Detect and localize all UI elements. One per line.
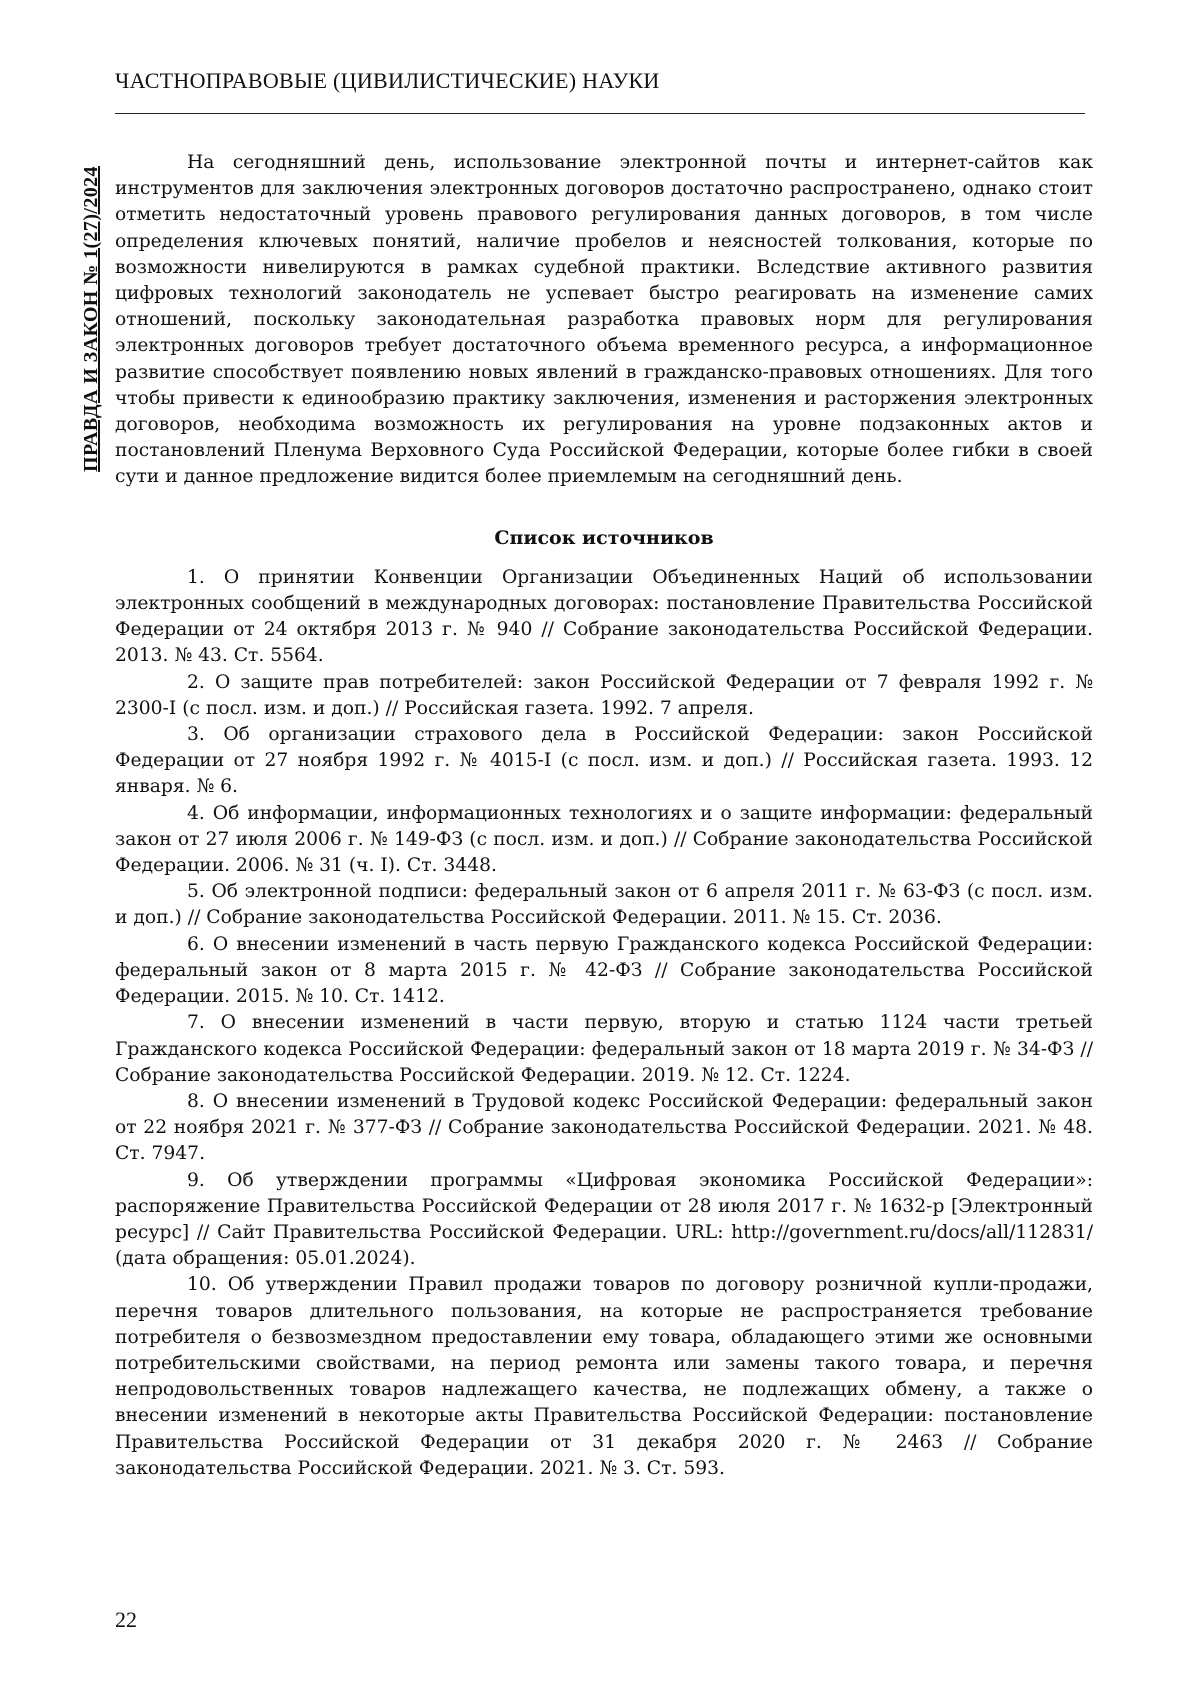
source-item: 8. О внесении изменений в Трудовой кодекс Российской Федерации: федеральный закон от 22 ноября 2021 г. № 377-ФЗ // Собрание законодательства Российской Федерации. 2021. № 48. Ст. 7947. bbox=[115, 1090, 1093, 1165]
source-item: 4. Об информации, информационных технологиях и о защите информации: федеральный закон от 27 июля 2006 г. № 149-ФЗ (с посл. изм. и доп.) // Собрание законодательства Российской Федерации. 2006. № 31 (ч. I). Ст. 3448. bbox=[115, 802, 1093, 877]
source-item: 2. О защите прав потребителей: закон Российской Федерации от 7 февраля 1992 г. № 2300-I (с посл. изм. и доп.) // Российская газета. 1992. 7 апреля. bbox=[115, 671, 1093, 719]
source-item: 1. О принятии Конвенции Организации Объединенных Наций об использовании электронных сообщений в международных договорах: постановление Правительства Российской Федерации от 24 октября 2013 г. № 940 // Собрание законодательства Российской Федерации. 2013. № 43. Ст. 5564. bbox=[115, 566, 1093, 667]
source-item: 9. Об утверждении программы «Цифровая экономика Российской Федерации»: распоряжение Правительства Российской Федерации от 28 июля 2017 г. № 1632-р [Электронный ресурс] // Сайт Правительства Российской Федерации. URL: http://government.ru/docs/all/112831/ (дата обращения: 05.01.2024). bbox=[115, 1169, 1093, 1270]
source-item: 3. Об организации страхового дела в Российской Федерации: закон Российской Федерации от 27 ноября 1992 г. № 4015-I (с посл. изм. и доп.) // Российская газета. 1993. 12 января. № 6. bbox=[115, 724, 1093, 798]
page-number: 22 bbox=[115, 1607, 137, 1632]
source-item: 7. О внесении изменений в части первую, вторую и статью 1124 части третьей Гражданского кодекса Российской Федерации: федеральный закон от 18 марта 2019 г. № 34-ФЗ // Собрание законодательства Российской Федерации. 2019. № 12. Ст. 1224. bbox=[115, 1012, 1093, 1086]
article-content bbox=[115, 150, 1093, 1482]
source-item: 10. Об утверждении Правил продажи товаров по договору розничной купли-продажи, перечня товаров длительного пользования, на которые не распространяется требование потребителя о безвозмездном предоставлении ему товара, обладающего этими же основными потребительскими свойствами, на период ремонта или замены такого товара, и перечня непродовольственных товаров надлежащего качества, не подлежащих обмену, а также о внесении изменений в некоторые акты Правительства Российской Федерации: постановление Правительства Российской Федерации от 31 декабря 2020 г. № 2463 // Собрание законодательства Российской Федерации. 2021. № 3. Ст. 593. bbox=[115, 1274, 1093, 1479]
body-paragraph: На сегодняшний день, использование электронной почты и интернет-сайтов как инструментов для заключения электронных договоров достаточно распространено, однако стоит отметить недостаточный уровень правового регулирования данных договоров, в том числе определения ключевых понятий, наличие пробелов и неясностей толкования, которые по возможности нивелируются в рамках судебной практики. Вследствие активного развития цифровых технологий законодатель не успевает быстро реагировать на изменение самих отношений, поскольку законодательная разработка правовых норм для регулирования электронных договоров требует достаточного объема временного ресурса, а информационное развитие способствует появлению новых явлений в гражданско-правовых отношениях. Для того чтобы привести к единообразию практику заключения, изменения и расторжения электронных договоров, необходима возможность их регулирования на уровне подзаконных актов и постановлений Пленума Верховного Суда Российской Федерации, которые более гибки в своей сути и данное предложение видится более приемлемым на сегодняшний день. bbox=[115, 152, 1093, 488]
header-divider bbox=[115, 113, 1085, 114]
source-item: 5. Об электронной подписи: федеральный закон от 6 апреля 2011 г. № 63-ФЗ (с посл. изм. и доп.) // Собрание законодательства Российской Федерации. 2011. № 15. Ст. 2036. bbox=[115, 881, 1093, 929]
sources-list bbox=[115, 565, 1093, 1482]
journal-issue-label: ПРАВДА И ЗАКОН № 1(27)/2024 bbox=[80, 166, 102, 472]
section-header: ЧАСТНОПРАВОВЫЕ (ЦИВИЛИСТИЧЕСКИЕ) НАУКИ bbox=[115, 68, 660, 93]
sources-heading: Список источников bbox=[494, 526, 714, 549]
source-item: 6. О внесении изменений в часть первую Гражданского кодекса Российской Федерации: федеральный закон от 8 марта 2015 г. № 42-ФЗ // Собрание законодательства Российской Федерации. 2015. № 10. Ст. 1412. bbox=[115, 933, 1093, 1008]
